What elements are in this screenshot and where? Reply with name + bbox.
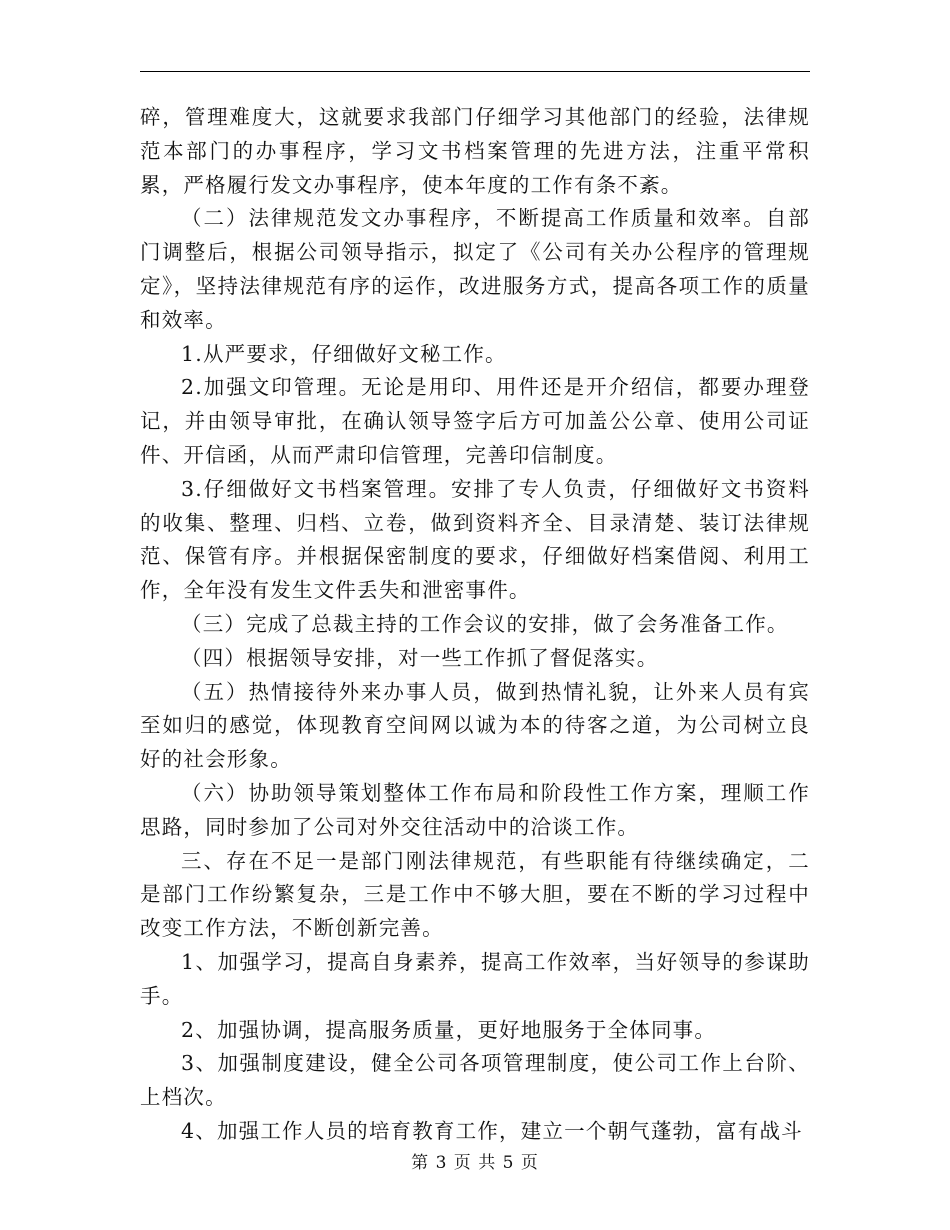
paragraph-12: 2、加强协调，提高服务质量，更好地服务于全体同事。 (181, 1017, 717, 1042)
page-number-footer: 第 3 页 共 5 页 (411, 1153, 539, 1173)
paragraph-6: （三）完成了总裁主持的工作会议的安排，做了会务准备工作。 (181, 611, 789, 636)
paragraph-3: 1.从严要求，仔细做好文秘工作。 (181, 341, 507, 366)
paragraph-5: 3.仔细做好文书档案管理。安排了专人负责，仔细做好文书资料的收集、整理、归档、立卷，做到资料齐全、目录清楚、装订法律规范、保管有序。并根据保密制度的要求，仔细做好档案借阅、利用工作，全年没有发生文件丢失和泄密事件。 (140, 476, 810, 603)
paragraph-2: （二）法律规范发文办事程序，不断提高工作质量和效率。自部门调整后，根据公司领导指示，拟定了《公司有关办公程序的管理规定》，坚持法律规范有序的运作，改进服务方式，提高各项工作的质量和效率。 (140, 206, 810, 332)
paragraph-10: 三、存在不足一是部门刚法律规范，有些职能有待继续确定，二是部门工作纷繁复杂，三是工作中不够大胆，要在不断的学习过程中改变工作方法，不断创新完善。 (140, 848, 810, 941)
paragraph-4: 2.加强文印管理。无论是用印、用件还是开介绍信，都要办理登记，并由领导审批，在确认领导签字后方可加盖公公章、使用公司证件、开信函，从而严肃印信管理，完善印信制度。 (140, 375, 810, 467)
paragraph-11: 1、加强学习，提高自身素养，提高工作效率，当好领导的参谋助手。 (140, 949, 810, 1008)
document-body (140, 101, 810, 1149)
paragraph-13: 3、加强制度建设，健全公司各项管理制度，使公司工作上台阶、上档次。 (140, 1051, 810, 1110)
paragraph-7: （四）根据领导安排，对一些工作抓了督促落实。 (181, 645, 659, 670)
header-rule (140, 71, 810, 72)
paragraph-8: （五）热情接待外来办事人员，做到热情礼貌，让外来人员有宾至如归的感觉，体现教育空间网以诚为本的待客之道，为公司树立良好的社会形象。 (140, 679, 810, 772)
paragraph-9: （六）协助领导策划整体工作布局和阶段性工作方案，理顺工作思路，同时参加了公司对外交往活动中的洽谈工作。 (140, 780, 810, 839)
paragraph-14: 4、加强工作人员的培育教育工作，建立一个朝气蓬勃，富有战斗 (181, 1118, 803, 1143)
paragraph-1: 碎，管理难度大，这就要求我部门仔细学习其他部门的经验，法律规范本部门的办事程序，学习文书档案管理的先进方法，注重平常积累，严格履行发文办事程序，使本年度的工作有条不紊。 (140, 105, 810, 197)
